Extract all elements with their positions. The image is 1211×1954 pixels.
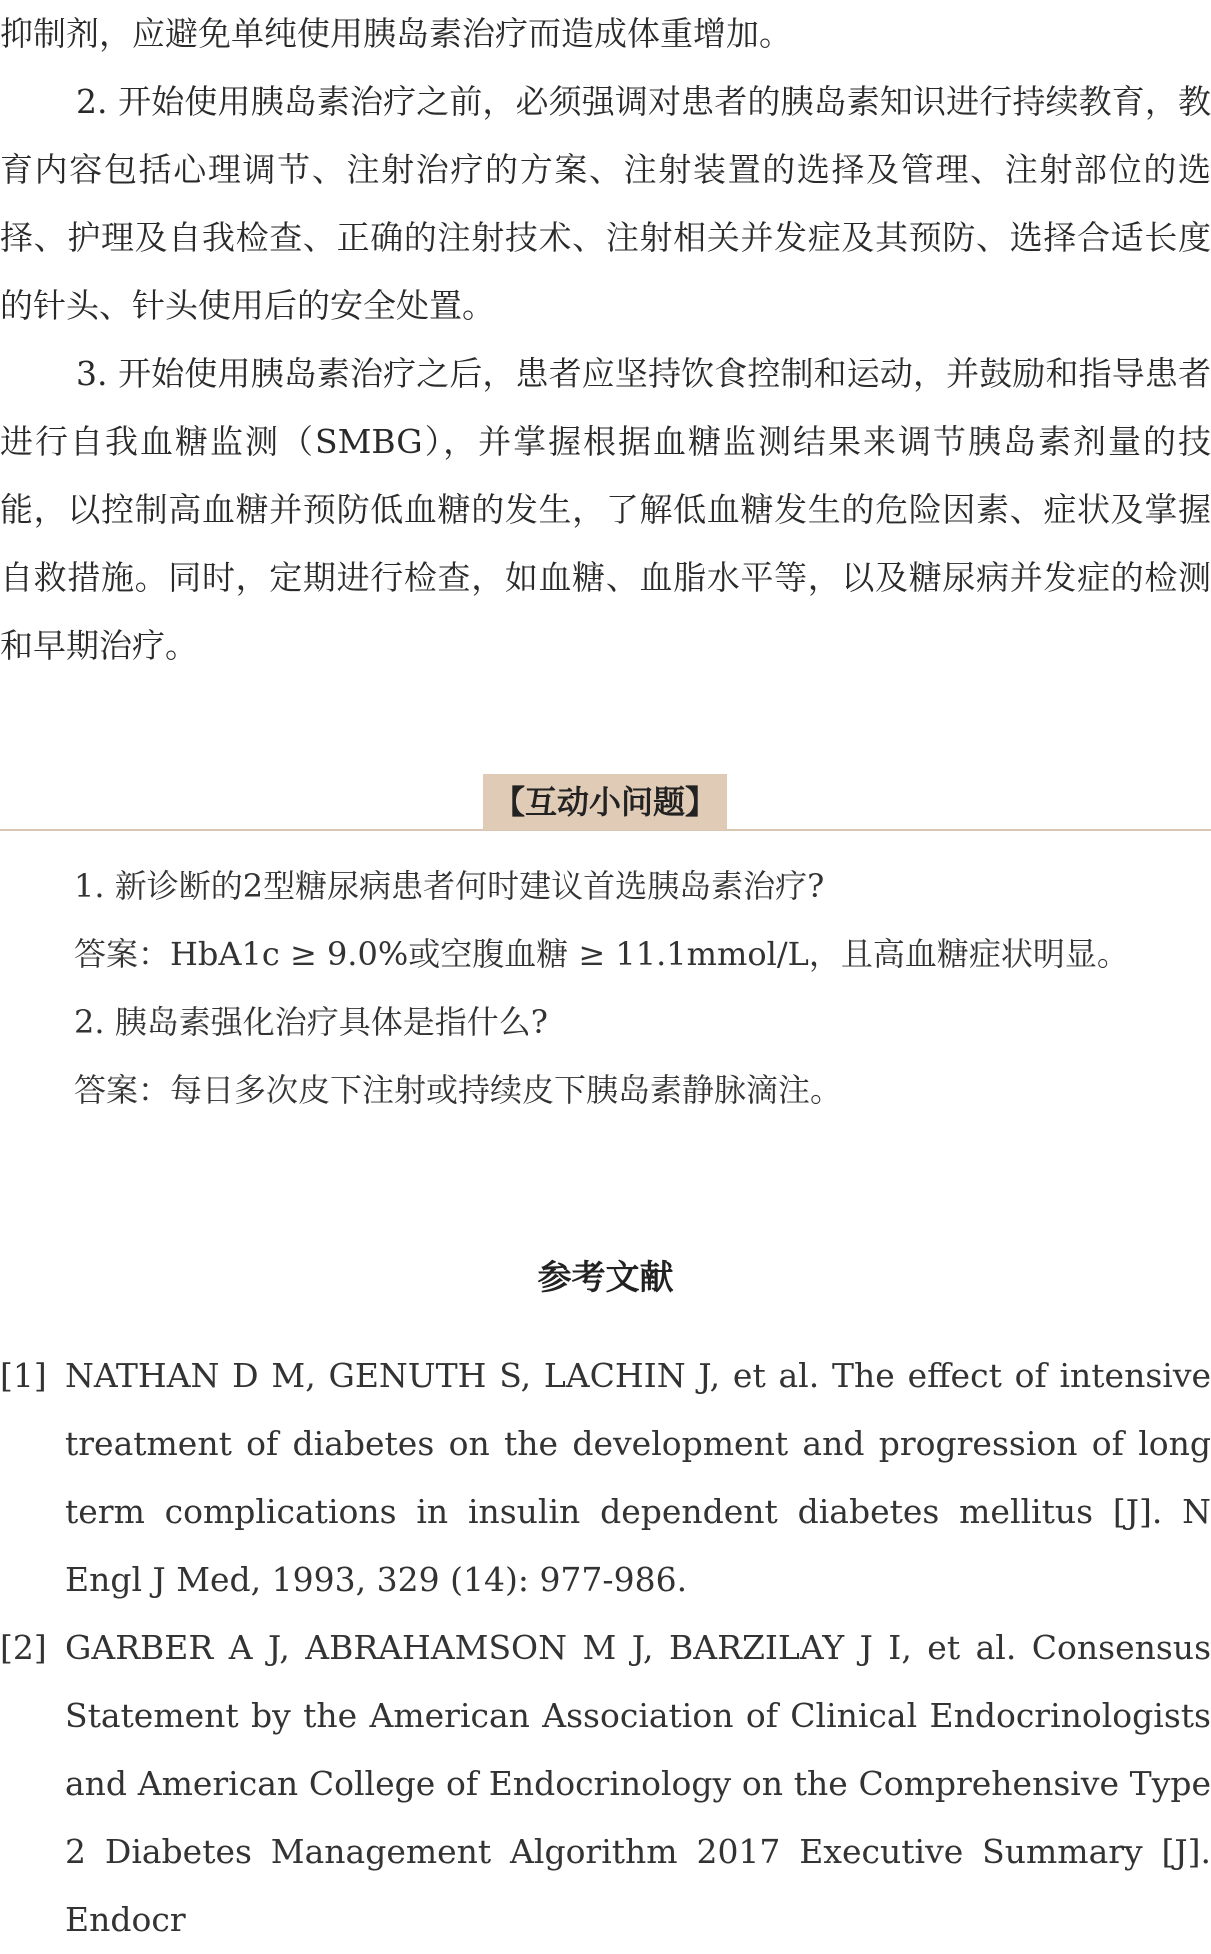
reference-number: [1] (0, 1356, 47, 1395)
body-paragraph-2: 2. 开始使用胰岛素治疗之前，必须强调对患者的胰岛素知识进行持续教育，教育内容包括心理调节、注射治疗的方案、注射装置的选择及管理、注射部位的选择、护理及自我检查、正确的注射技术、注射相关并发症及其预防、选择合适长度的针头、针头使用后的安全处置。 (0, 82, 1211, 325)
references-list (0, 1342, 1211, 1954)
reference-item (0, 1342, 1211, 1614)
body-paragraph-3: 3. 开始使用胰岛素治疗之后，患者应坚持饮食控制和运动，并鼓励和指导患者进行自我血糖监测（SMBG），并掌握根据血糖监测结果来调节胰岛素剂量的技能，以控制高血糖并预防低血糖的发生，了解低血糖发生的危险因素、症状及掌握自救措施。同时，定期进行检查，如血糖、血脂水平等，以及糖尿病并发症的检测和早期治疗。 (0, 354, 1211, 665)
question-2: 2. 胰岛素强化治疗具体是指什么? (74, 1003, 548, 1041)
references-heading: 参考文献 (537, 1258, 674, 1298)
question-1: 1. 新诊断的2型糖尿病患者何时建议首选胰岛素治疗? (74, 867, 825, 905)
answer-1: 答案：HbA1c ≥ 9.0%或空腹血糖 ≥ 11.1mmol/L，且高血糖症状明显。 (74, 935, 1129, 973)
reference-item (0, 1614, 1211, 1954)
answer-2: 答案：每日多次皮下注射或持续皮下胰岛素静脉滴注。 (74, 1071, 843, 1109)
body-text (0, 0, 1211, 680)
reference-text: NATHAN D M, GENUTH S, LACHIN J, et al. The effect of intensive treatment of diabetes on the development and progression of long term complications in insulin dependent diabetes mellitus [J]. N Engl J Med, 1993, 329 (14): 977-986. (65, 1356, 1211, 1599)
qa-list (74, 852, 1174, 1124)
body-paragraph-continuation: 抑制剂，应避免单纯使用胰岛素治疗而造成体重增加。 (0, 14, 792, 53)
reference-text: GARBER A J, ABRAHAMSON M J, BARZILAY J I, et al. Consensus Statement by the American Association of Clinical Endocrinologists and American College of Endocrinology on the Comprehensive Type 2 Diabetes Management Algorithm 2017 Executive Summary [J]. Endocr (65, 1628, 1211, 1939)
interactive-questions-label: 【互动小问题】 (483, 774, 727, 830)
reference-number: [2] (0, 1628, 47, 1667)
